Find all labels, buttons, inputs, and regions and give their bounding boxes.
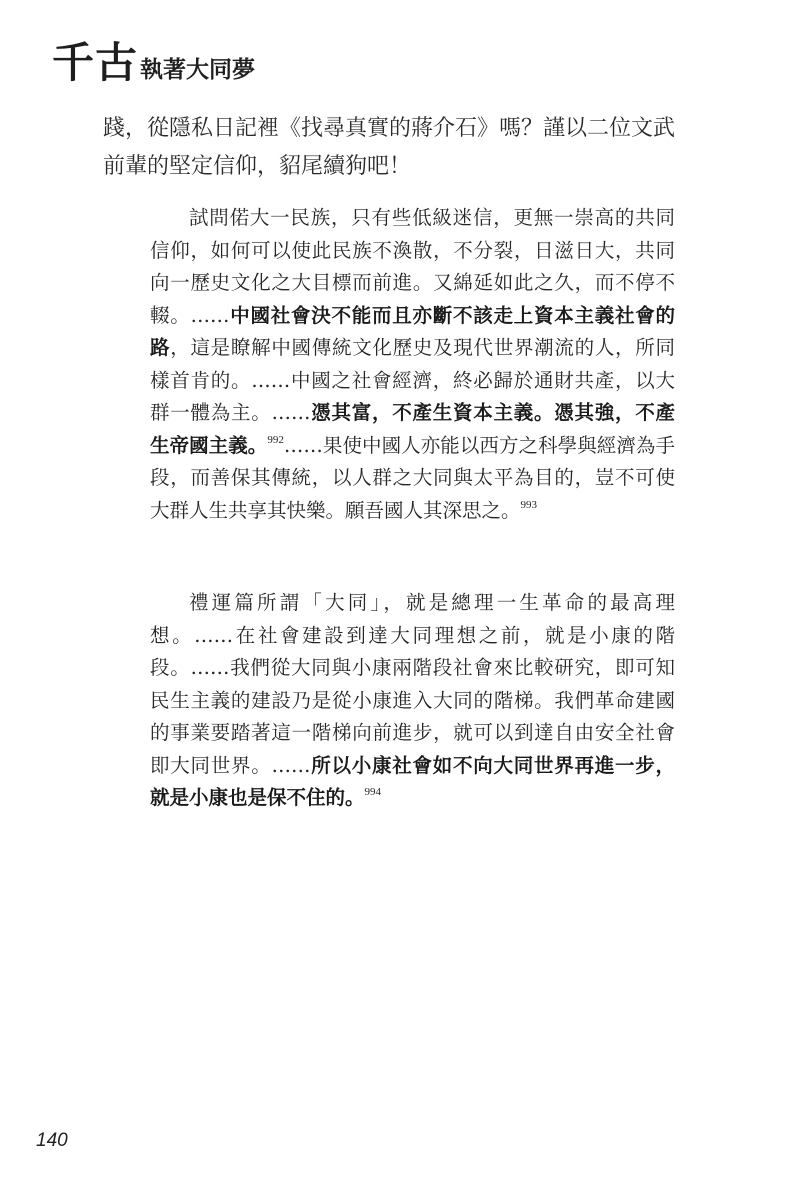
quote-1-bold-2: 憑其富，不產生資本主義。憑其強，不產生帝國主義。 — [150, 401, 675, 457]
page-number: 140 — [36, 1130, 68, 1151]
quote-2-text-1: 禮運篇所謂「大同」，就是總理一生革命的最高理想。……在社會建設到達大同理想之前，就是小康的階段。……我們從大同與小康兩階段社會來比較研究，即可知民生主義的建設乃是從小康進入大同的階梯。我們革命建國的事業要踏著這一階梯向前進步，就可以到達自由安全社會即大同世界。…… — [150, 591, 675, 777]
quote-1-text-3: ……果使中國人亦能以西方之科學與經濟為手段，而善保其傳統，以人群之大同與太平為目的，豈不可使大群人生共享其快樂。願吾國人其深思之。 — [150, 433, 675, 522]
book-title-small: 執著大同夢 — [140, 56, 256, 83]
quote-1-bold-1: 中國社會決不能而且亦斷不該走上資本主義社會的路 — [150, 303, 675, 359]
quote-1-text-2: ，這是瞭解中國傳統文化歷史及現代世界潮流的人，所同樣首肯的。……中國之社會經濟，終必歸於通財共產，以大群一體為主。…… — [150, 336, 675, 424]
quote-1-text-1: 試問偌大一民族，只有些低級迷信，更無一崇高的共同信仰，如何可以使此民族不渙散，不分裂，日滋日大，共同向一歷史文化之大目標而前進。又綿延如此之久，而不停不輟。…… — [150, 206, 675, 327]
intro-paragraph: 踐，從隱私日記裡《找尋真實的蔣介石》嗎？謹以二位文武前輩的堅定信仰，貂尾續狗吧！ — [103, 116, 676, 179]
block-quote-2 — [150, 587, 675, 815]
footnote-ref-994: 994 — [364, 786, 382, 798]
running-header — [52, 30, 255, 90]
quote-2-bold-1: 所以小康社會如不向大同世界再進一步，就是小康也是保不住的。 — [150, 753, 675, 809]
footnote-ref-992: 992 — [267, 433, 284, 446]
book-title-large: 千古 — [52, 38, 139, 87]
footnote-ref-993: 993 — [520, 498, 538, 511]
block-quote-1 — [150, 202, 675, 527]
